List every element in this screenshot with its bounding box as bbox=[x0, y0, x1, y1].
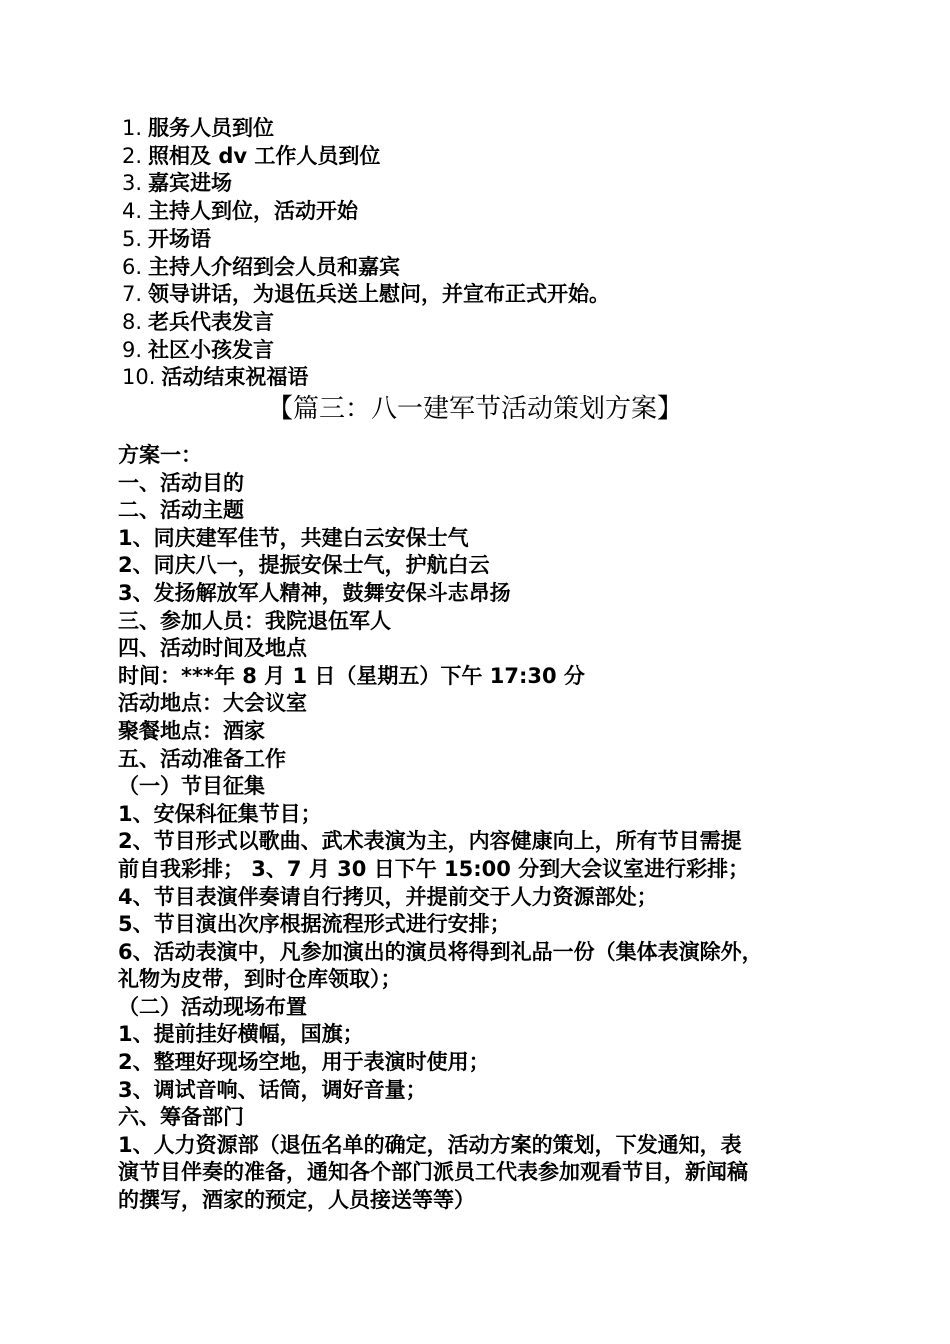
list-item-text: 照相及 dv 工作人员到位 bbox=[148, 143, 381, 168]
list-item bbox=[122, 170, 882, 198]
numbered-list bbox=[122, 115, 882, 392]
list-item-text: 主持人到位，活动开始 bbox=[148, 199, 359, 224]
text-line: 五、活动准备工作 bbox=[118, 746, 286, 771]
text-line: 2、同庆八一，提振安保士气，护航白云 bbox=[118, 553, 490, 578]
list-item-text: 社区小孩发言 bbox=[148, 337, 275, 362]
text-line: （二）活动现场布置 bbox=[118, 994, 307, 1019]
text-line: 3、发扬解放军人精神，鼓舞安保斗志昂扬 bbox=[118, 580, 511, 605]
text-line: 活动地点：大会议室 bbox=[118, 691, 307, 716]
list-item bbox=[122, 198, 882, 226]
list-item-text: 领导讲话，为退伍兵送上慰问，并宣布正式开始。 bbox=[148, 282, 611, 307]
text-line: 2、节目形式以歌曲、武术表演为主，内容健康向上，所有节目需提 bbox=[118, 829, 742, 854]
list-item-number: 10. bbox=[122, 365, 156, 390]
list-item-number: 1. bbox=[122, 116, 143, 140]
list-item-text: 活动结束祝福语 bbox=[161, 365, 309, 390]
list-item bbox=[122, 364, 882, 392]
text-line: 1、人力资源部（退伍名单的确定，活动方案的策划，下发通知，表 bbox=[118, 1132, 742, 1157]
list-item-number: 4. bbox=[122, 199, 143, 224]
list-item-number: 6. bbox=[122, 254, 143, 279]
text-line: 礼物为皮带，到时仓库领取）； bbox=[118, 967, 402, 992]
text-line: 5、节目演出次序根据流程形式进行安排； bbox=[118, 912, 511, 937]
text-line: 三、参加人员：我院退伍军人 bbox=[118, 608, 391, 633]
text-line: 前自我彩排； 3、7 月 30 日下午 15:00 分到大会议室进行彩排； bbox=[118, 856, 750, 881]
list-item-number: 3. bbox=[122, 171, 143, 196]
list-item bbox=[122, 337, 882, 365]
list-item-text: 服务人员到位 bbox=[148, 116, 275, 140]
list-item-text: 开场语 bbox=[148, 226, 212, 251]
text-line: 6、活动表演中，凡参加演出的演员将得到礼品一份（集体表演除外， bbox=[118, 939, 763, 964]
list-item bbox=[122, 226, 882, 254]
body-text bbox=[118, 442, 848, 1215]
list-item bbox=[122, 254, 882, 282]
list-item bbox=[122, 281, 882, 309]
text-line: 1、同庆建军佳节，共建白云安保士气 bbox=[118, 525, 469, 550]
list-item-text: 主持人介绍到会人员和嘉宾 bbox=[148, 254, 401, 279]
section-heading: 【篇三：八一建军节活动策划方案】 bbox=[266, 394, 683, 424]
text-line: 演节目伴奏的准备，通知各个部门派员工代表参加观看节目，新闻稿 bbox=[118, 1160, 748, 1185]
list-item-number: 8. bbox=[122, 309, 143, 334]
text-line: 二、活动主题 bbox=[118, 498, 244, 523]
list-item-number: 2. bbox=[122, 143, 143, 168]
text-line: 1、安保科征集节目； bbox=[118, 801, 322, 826]
list-item-number: 7. bbox=[122, 282, 143, 307]
text-line: 4、节目表演伴奏请自行拷贝，并提前交于人力资源部处； bbox=[118, 884, 658, 909]
text-line: 聚餐地点：酒家 bbox=[118, 718, 265, 743]
text-line: 2、整理好现场空地，用于表演时使用； bbox=[118, 1050, 490, 1075]
list-item-number: 5. bbox=[122, 226, 143, 251]
list-item bbox=[122, 309, 882, 337]
list-item-text: 嘉宾进场 bbox=[148, 171, 233, 196]
list-item-number: 9. bbox=[122, 337, 143, 362]
text-line: （一）节目征集 bbox=[118, 774, 265, 799]
text-line: 六、筹备部门 bbox=[118, 1105, 244, 1130]
list-item-text: 老兵代表发言 bbox=[148, 309, 275, 334]
text-line: 时间：***年 8 月 1 日（星期五）下午 17:30 分 bbox=[118, 663, 585, 688]
text-line: 方案一： bbox=[118, 443, 202, 467]
text-line: 一、活动目的 bbox=[118, 470, 244, 495]
text-line: 的撰写，酒家的预定，人员接送等等） bbox=[118, 1188, 475, 1213]
list-item bbox=[122, 143, 882, 171]
text-line: 四、活动时间及地点 bbox=[118, 636, 307, 661]
text-line: 3、调试音响、话筒，调好音量； bbox=[118, 1077, 427, 1102]
text-line: 1、提前挂好横幅，国旗； bbox=[118, 1022, 364, 1047]
list-item bbox=[122, 115, 882, 143]
